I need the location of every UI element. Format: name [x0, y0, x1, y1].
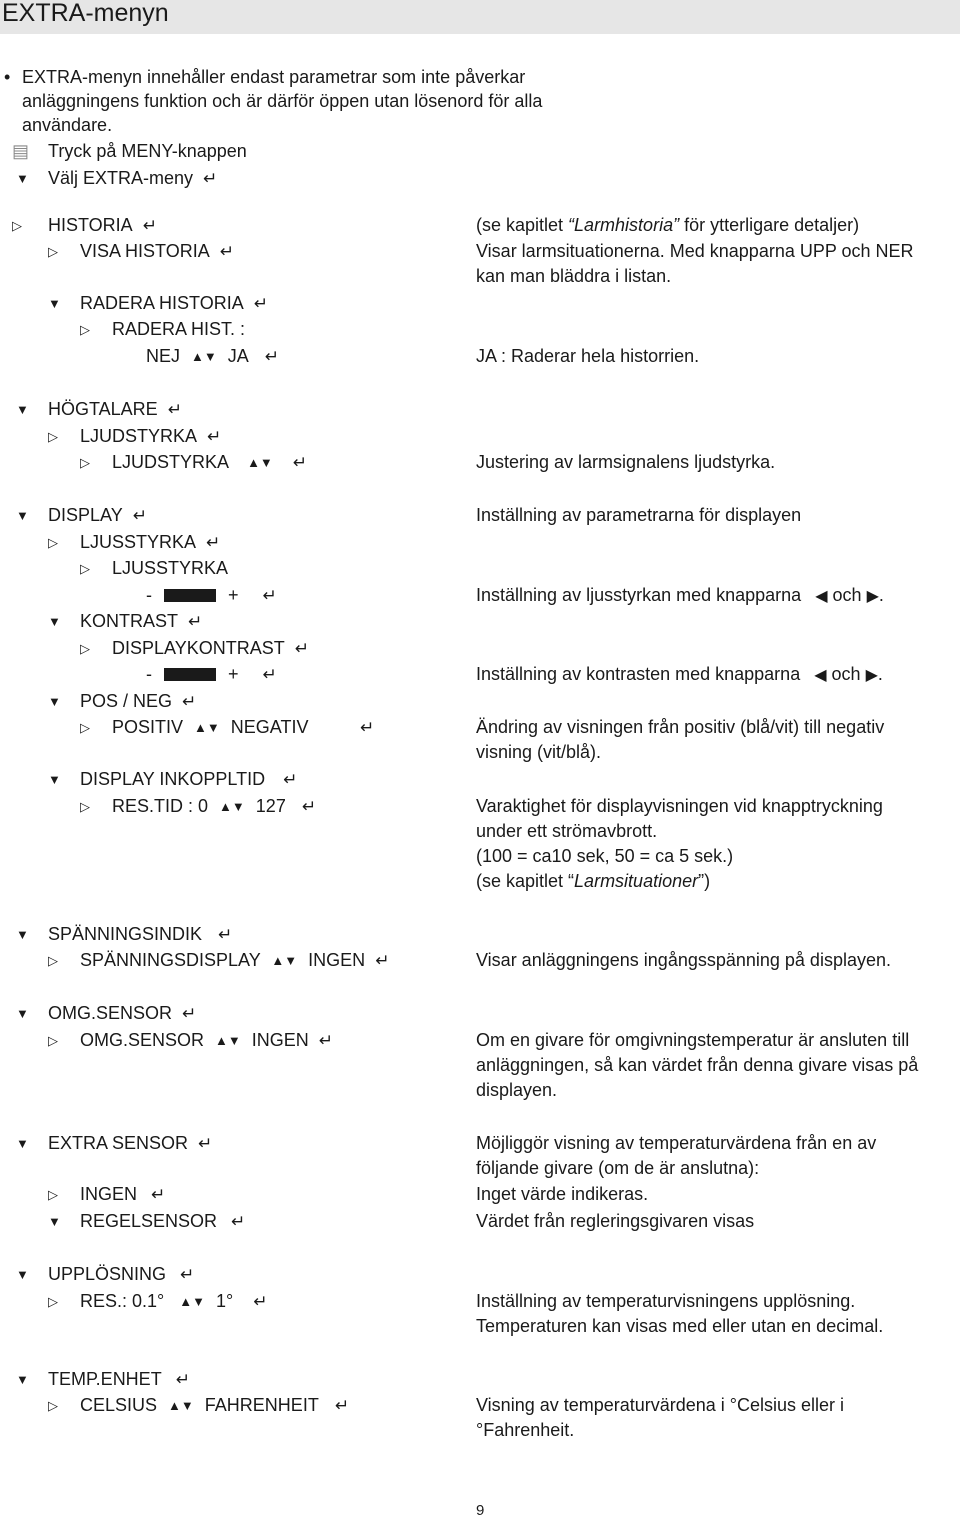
enter-icon: ↵: [182, 692, 197, 711]
spanning-desc: Visar anläggningens ingångsspänning på displayen.: [476, 950, 891, 970]
ja-desc: JA : Raderar hela historrien.: [476, 346, 700, 366]
page-title: [0, 0, 960, 34]
ljusstyrka-desc: Inställning av ljusstyrkan med knapparna ◀ och ▶.: [476, 584, 884, 608]
up-down-icon: ▲▼: [191, 349, 217, 364]
enter-icon: ↵: [318, 1031, 334, 1050]
kontrast-label: KONTRAST: [80, 611, 179, 631]
ljudstyrka-label: LJUDSTYRKA: [80, 426, 198, 446]
extra-desc-1: Möjliggör visning av temperaturvärdena från en av: [476, 1133, 877, 1153]
positiv-option: POSITIV: [112, 717, 184, 737]
enter-icon: ↵: [207, 427, 222, 446]
spanningsindik-label: SPÄNNINGSINDIK: [48, 924, 203, 944]
extra-desc-2: följande givare (om de är anslutna):: [476, 1158, 760, 1178]
down-arrow-icon: ▼: [16, 1136, 29, 1151]
omg-sensor-label: OMG.SENSOR: [48, 1003, 173, 1023]
intro-line-3: användare.: [22, 115, 113, 135]
contrast-bar: [164, 668, 216, 681]
omg-sensor-sub-label: OMG.SENSOR: [80, 1030, 205, 1050]
down-arrow-icon: ▼: [48, 614, 61, 629]
ljusstyrka-label: LJUSSTYRKA: [80, 532, 197, 552]
right-arrow-icon: ▷: [80, 561, 90, 576]
right-arrow-icon: ▷: [80, 799, 90, 814]
enter-icon: ↵: [180, 1265, 195, 1284]
restid-desc-4: (se kapitlet “Larmsituationer”): [476, 871, 711, 891]
upplosning-desc-2: Temperaturen kan visas med eller utan en decimal.: [476, 1316, 884, 1336]
kontrast-desc: Inställning av kontrasten med knapparna ◀ och ▶.: [476, 663, 883, 687]
restid-desc-3: (100 = ca10 sek, 50 = ca 5 sek.): [476, 846, 734, 866]
enter-icon: ↵: [218, 925, 233, 944]
nej-option: NEJ: [146, 346, 181, 366]
right-arrow-icon: ▷: [80, 455, 90, 470]
posneg-desc-2: visning (vit/blå).: [476, 742, 602, 762]
enter-icon: ↵: [175, 1370, 190, 1389]
enter-icon: ↵: [294, 639, 309, 658]
plus-sign: +: [228, 585, 239, 605]
enter-icon: ↵: [262, 665, 277, 684]
enter-icon: ↵: [151, 1185, 166, 1204]
left-triangle-icon: ◀: [815, 588, 828, 605]
enter-icon: ↵: [292, 453, 308, 472]
right-arrow-icon: ▷: [48, 1398, 58, 1413]
posneg-desc-1: Ändring av visningen från positiv (blå/vit) till negativ: [476, 717, 885, 737]
down-arrow-icon: ▼: [48, 1214, 61, 1229]
visa-desc-2: kan man bläddra i listan.: [476, 266, 672, 286]
ingen-option: INGEN: [251, 1030, 309, 1050]
page-title-text: EXTRA-menyn: [2, 0, 169, 27]
enter-icon: ↵: [253, 1292, 268, 1311]
hogtalare-label: HÖGTALARE: [48, 399, 158, 419]
right-arrow-icon: ▷: [12, 218, 22, 233]
display-label: DISPLAY: [48, 505, 123, 525]
right-arrow-icon: ▷: [80, 720, 90, 735]
enter-icon: ↵: [283, 770, 298, 789]
enter-icon: ↵: [188, 612, 203, 631]
radera-historia-label: RADERA HISTORIA: [80, 293, 244, 313]
down-arrow-icon: ▼: [16, 927, 29, 942]
intro-line-1: EXTRA-menyn innehåller endast parametrar som inte påverkar: [22, 67, 526, 87]
enter-icon: ↵: [334, 1396, 350, 1415]
restid-desc-1: Varaktighet för displayvisningen vid knapptryckning: [476, 796, 883, 816]
enter-icon: ↵: [301, 797, 317, 816]
enter-icon: ↵: [132, 506, 147, 525]
radera-hist-label: RADERA HIST. :: [112, 319, 246, 339]
down-arrow-icon: ▼: [16, 171, 29, 186]
brightness-bar: [164, 589, 216, 602]
celsius-option: CELSIUS: [80, 1395, 158, 1415]
minus-sign: -: [146, 585, 152, 605]
down-arrow-icon: ▼: [48, 694, 61, 709]
temp-desc-1: Visning av temperaturvärdena i °Celsius eller i: [476, 1395, 845, 1415]
up-down-icon: ▲▼: [271, 953, 298, 968]
menu-button-icon: ▤: [12, 141, 30, 161]
ingen-option: INGEN: [308, 950, 366, 970]
display-desc: Inställning av parametrarna för displayen: [476, 505, 802, 525]
enter-icon: ↵: [142, 216, 157, 235]
enter-icon: ↵: [203, 169, 218, 188]
ljudstyrka-value-label: LJUDSTYRKA: [112, 452, 229, 472]
ingen-desc: Inget värde indikeras.: [476, 1184, 649, 1204]
up-down-icon: ▲▼: [194, 720, 220, 735]
enter-icon: ↵: [206, 533, 221, 552]
enter-icon: ↵: [167, 400, 182, 419]
enter-icon: ↵: [262, 586, 277, 605]
upplosning-label: UPPLÖSNING: [48, 1264, 167, 1284]
down-arrow-icon: ▼: [48, 296, 61, 311]
minus-sign: -: [146, 664, 152, 684]
right-arrow-icon: ▷: [48, 1187, 58, 1202]
up-down-icon: ▲▼: [179, 1294, 205, 1309]
enter-icon: ↵: [219, 242, 234, 261]
spanningsdisplay-label: SPÄNNINGSDISPLAY: [80, 950, 261, 970]
right-arrow-icon: ▷: [48, 429, 58, 444]
displaykontrast-label: DISPLAYKONTRAST: [112, 638, 285, 658]
ingen-label: INGEN: [80, 1184, 138, 1204]
right-arrow-icon: ▷: [80, 641, 90, 656]
ja-option: JA: [227, 346, 249, 366]
bullet: •: [4, 67, 11, 87]
regel-desc: Värdet från regleringsgivaren visas: [476, 1211, 755, 1231]
one-degree-option: 1°: [216, 1291, 234, 1311]
inkoppltid-label: DISPLAY INKOPPLTID: [80, 769, 266, 789]
right-arrow-icon: ▷: [48, 1294, 58, 1309]
enter-icon: ↵: [231, 1212, 246, 1231]
temp-enhet-label: TEMP.ENHET: [48, 1369, 162, 1389]
intro-step-2: Välj EXTRA-meny: [48, 168, 194, 188]
visa-historia-label: VISA HISTORIA: [80, 241, 210, 261]
page-number: 9: [476, 1502, 485, 1519]
fahrenheit-option: FAHRENHEIT: [204, 1395, 319, 1415]
extra-sensor-label: EXTRA SENSOR: [48, 1133, 189, 1153]
down-arrow-icon: ▼: [16, 1372, 29, 1387]
up-down-icon: ▲▼: [215, 1033, 241, 1048]
restid-max: 127: [255, 796, 286, 816]
up-down-icon: ▲▼: [219, 799, 245, 814]
down-arrow-icon: ▼: [48, 772, 61, 787]
right-arrow-icon: ▷: [48, 535, 58, 550]
historia-note: (se kapitlet “Larmhistoria” för ytterligare detaljer): [476, 215, 860, 235]
enter-icon: ↵: [253, 294, 268, 313]
down-arrow-icon: ▼: [16, 402, 29, 417]
right-triangle-icon: ▶: [865, 667, 878, 684]
intro-step-1: Tryck på MENY-knappen: [48, 141, 247, 161]
right-arrow-icon: ▷: [80, 322, 90, 337]
visa-desc-1: Visar larmsituationerna. Med knapparna UPP och NER: [476, 241, 914, 261]
upplosning-desc-1: Inställning av temperaturvisningens upplösning.: [476, 1291, 856, 1311]
right-arrow-icon: ▷: [48, 244, 58, 259]
down-arrow-icon: ▼: [16, 508, 29, 523]
omg-desc-1: Om en givare för omgivningstemperatur är ansluten till: [476, 1030, 910, 1050]
enter-icon: ↵: [375, 951, 390, 970]
plus-sign: +: [228, 664, 239, 684]
ljusstyrka-sub-label: LJUSSTYRKA: [112, 558, 229, 578]
up-down-icon: ▲▼: [168, 1398, 194, 1413]
restid-label: RES.TID : 0: [112, 796, 209, 816]
enter-icon: ↵: [182, 1004, 197, 1023]
negativ-option: NEGATIV: [230, 717, 309, 737]
hogtalare-desc: Justering av larmsignalens ljudstyrka.: [476, 452, 776, 472]
enter-icon: ↵: [360, 718, 375, 737]
right-arrow-icon: ▷: [48, 953, 58, 968]
enter-icon: ↵: [264, 347, 280, 366]
historia-label: HISTORIA: [48, 215, 133, 235]
right-arrow-icon: ▷: [48, 1033, 58, 1048]
right-triangle-icon: ▶: [866, 588, 879, 605]
up-down-icon: ▲▼: [247, 455, 273, 470]
omg-desc-2: anläggningen, så kan värdet från denna givare visas på: [476, 1055, 919, 1075]
omg-desc-3: displayen.: [476, 1080, 558, 1100]
res-label: RES.: 0.1°: [80, 1291, 165, 1311]
restid-desc-2: under ett strömavbrott.: [476, 821, 658, 841]
temp-desc-2: °Fahrenheit.: [476, 1420, 575, 1440]
regelsensor-label: REGELSENSOR: [80, 1211, 218, 1231]
left-triangle-icon: ◀: [814, 667, 827, 684]
intro-line-2: anläggningens funktion och är därför öppen utan lösenord för alla: [22, 91, 543, 111]
down-arrow-icon: ▼: [16, 1267, 29, 1282]
enter-icon: ↵: [198, 1134, 213, 1153]
down-arrow-icon: ▼: [16, 1006, 29, 1021]
posneg-label: POS / NEG: [80, 691, 173, 711]
